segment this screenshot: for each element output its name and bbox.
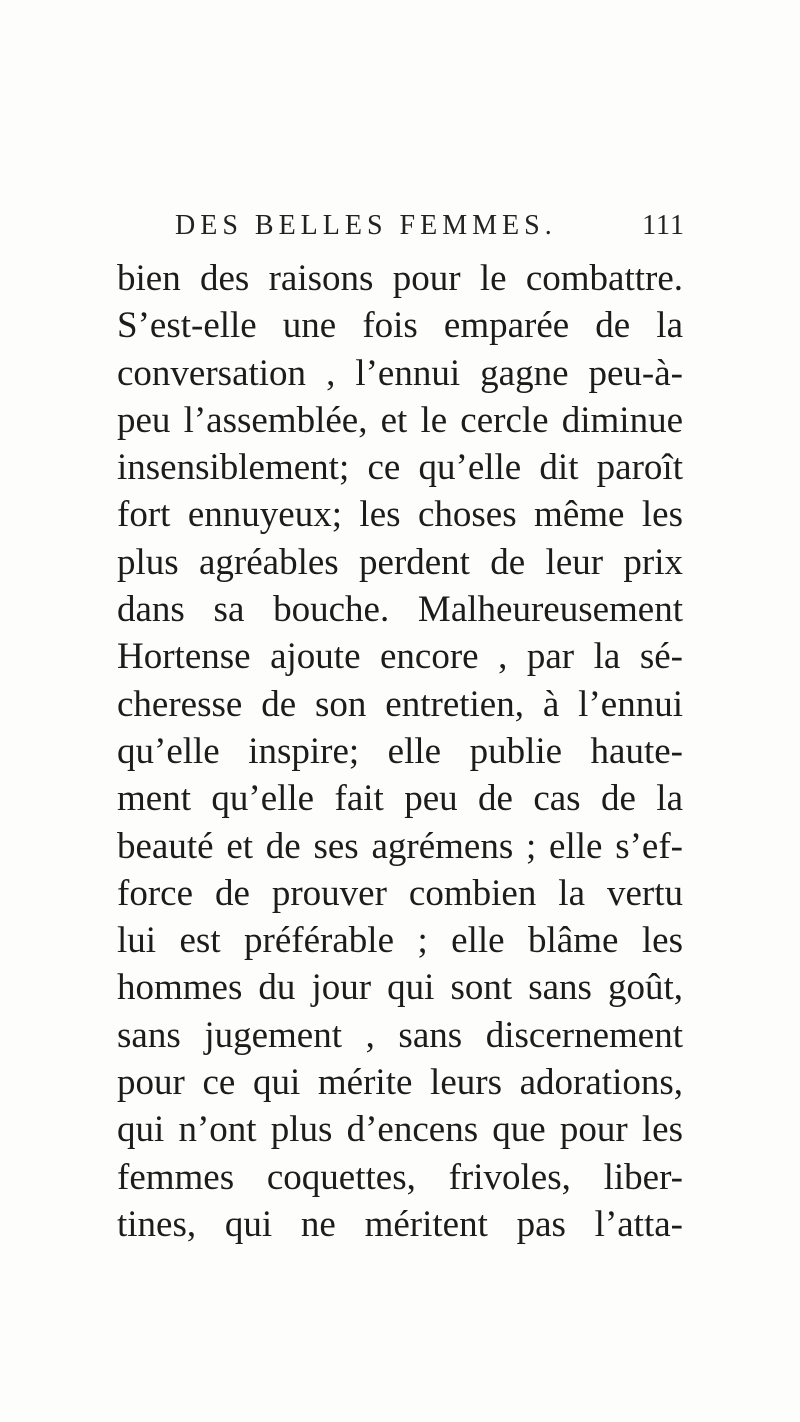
text-line: conversation , l’ennui gagne peu-à- [117, 352, 683, 394]
text-line: cheresse de son entretien, à l’ennui [117, 683, 683, 725]
text-line: S’est-elle une fois emparée de la [117, 305, 683, 347]
text-line: beauté et de ses agrémens ; elle s’ef- [117, 825, 683, 867]
text-line: sans jugement , sans discernement [117, 1014, 683, 1056]
text-line: force de prouver combien la vertu [117, 872, 683, 914]
text-line: lui est préférable ; elle blâme les [117, 920, 683, 962]
text-line: qu’elle inspire; elle publie haute- [117, 730, 683, 772]
text-line: femmes coquettes, frivoles, liber- [117, 1156, 683, 1198]
text-line: peu l’assemblée, et le cercle diminue [117, 399, 683, 441]
text-line: fort ennuyeux; les choses même les [117, 494, 683, 536]
page-number: 111 [642, 210, 685, 241]
body-text [117, 255, 683, 1248]
text-line: insensiblement; ce qu’elle dit paroît [117, 447, 683, 489]
text-line: tines, qui ne méritent pas l’atta- [117, 1203, 683, 1245]
text-line: ment qu’elle fait peu de cas de la [117, 778, 683, 820]
text-line: plus agréables perdent de leur prix [117, 541, 683, 583]
text-line: dans sa bouche. Malheureusement [117, 589, 683, 631]
text-line: hommes du jour qui sont sans goût, [117, 967, 683, 1009]
text-line: qui n’ont plus d’encens que pour les [117, 1109, 683, 1151]
running-head [175, 210, 685, 250]
text-line: Hortense ajoute encore , par la sé- [117, 636, 683, 678]
text-line: bien des raisons pour le combattre. [117, 258, 683, 299]
text-line: pour ce qui mérite leurs adorations, [117, 1062, 683, 1104]
running-title: DES BELLES FEMMES. [175, 210, 557, 241]
